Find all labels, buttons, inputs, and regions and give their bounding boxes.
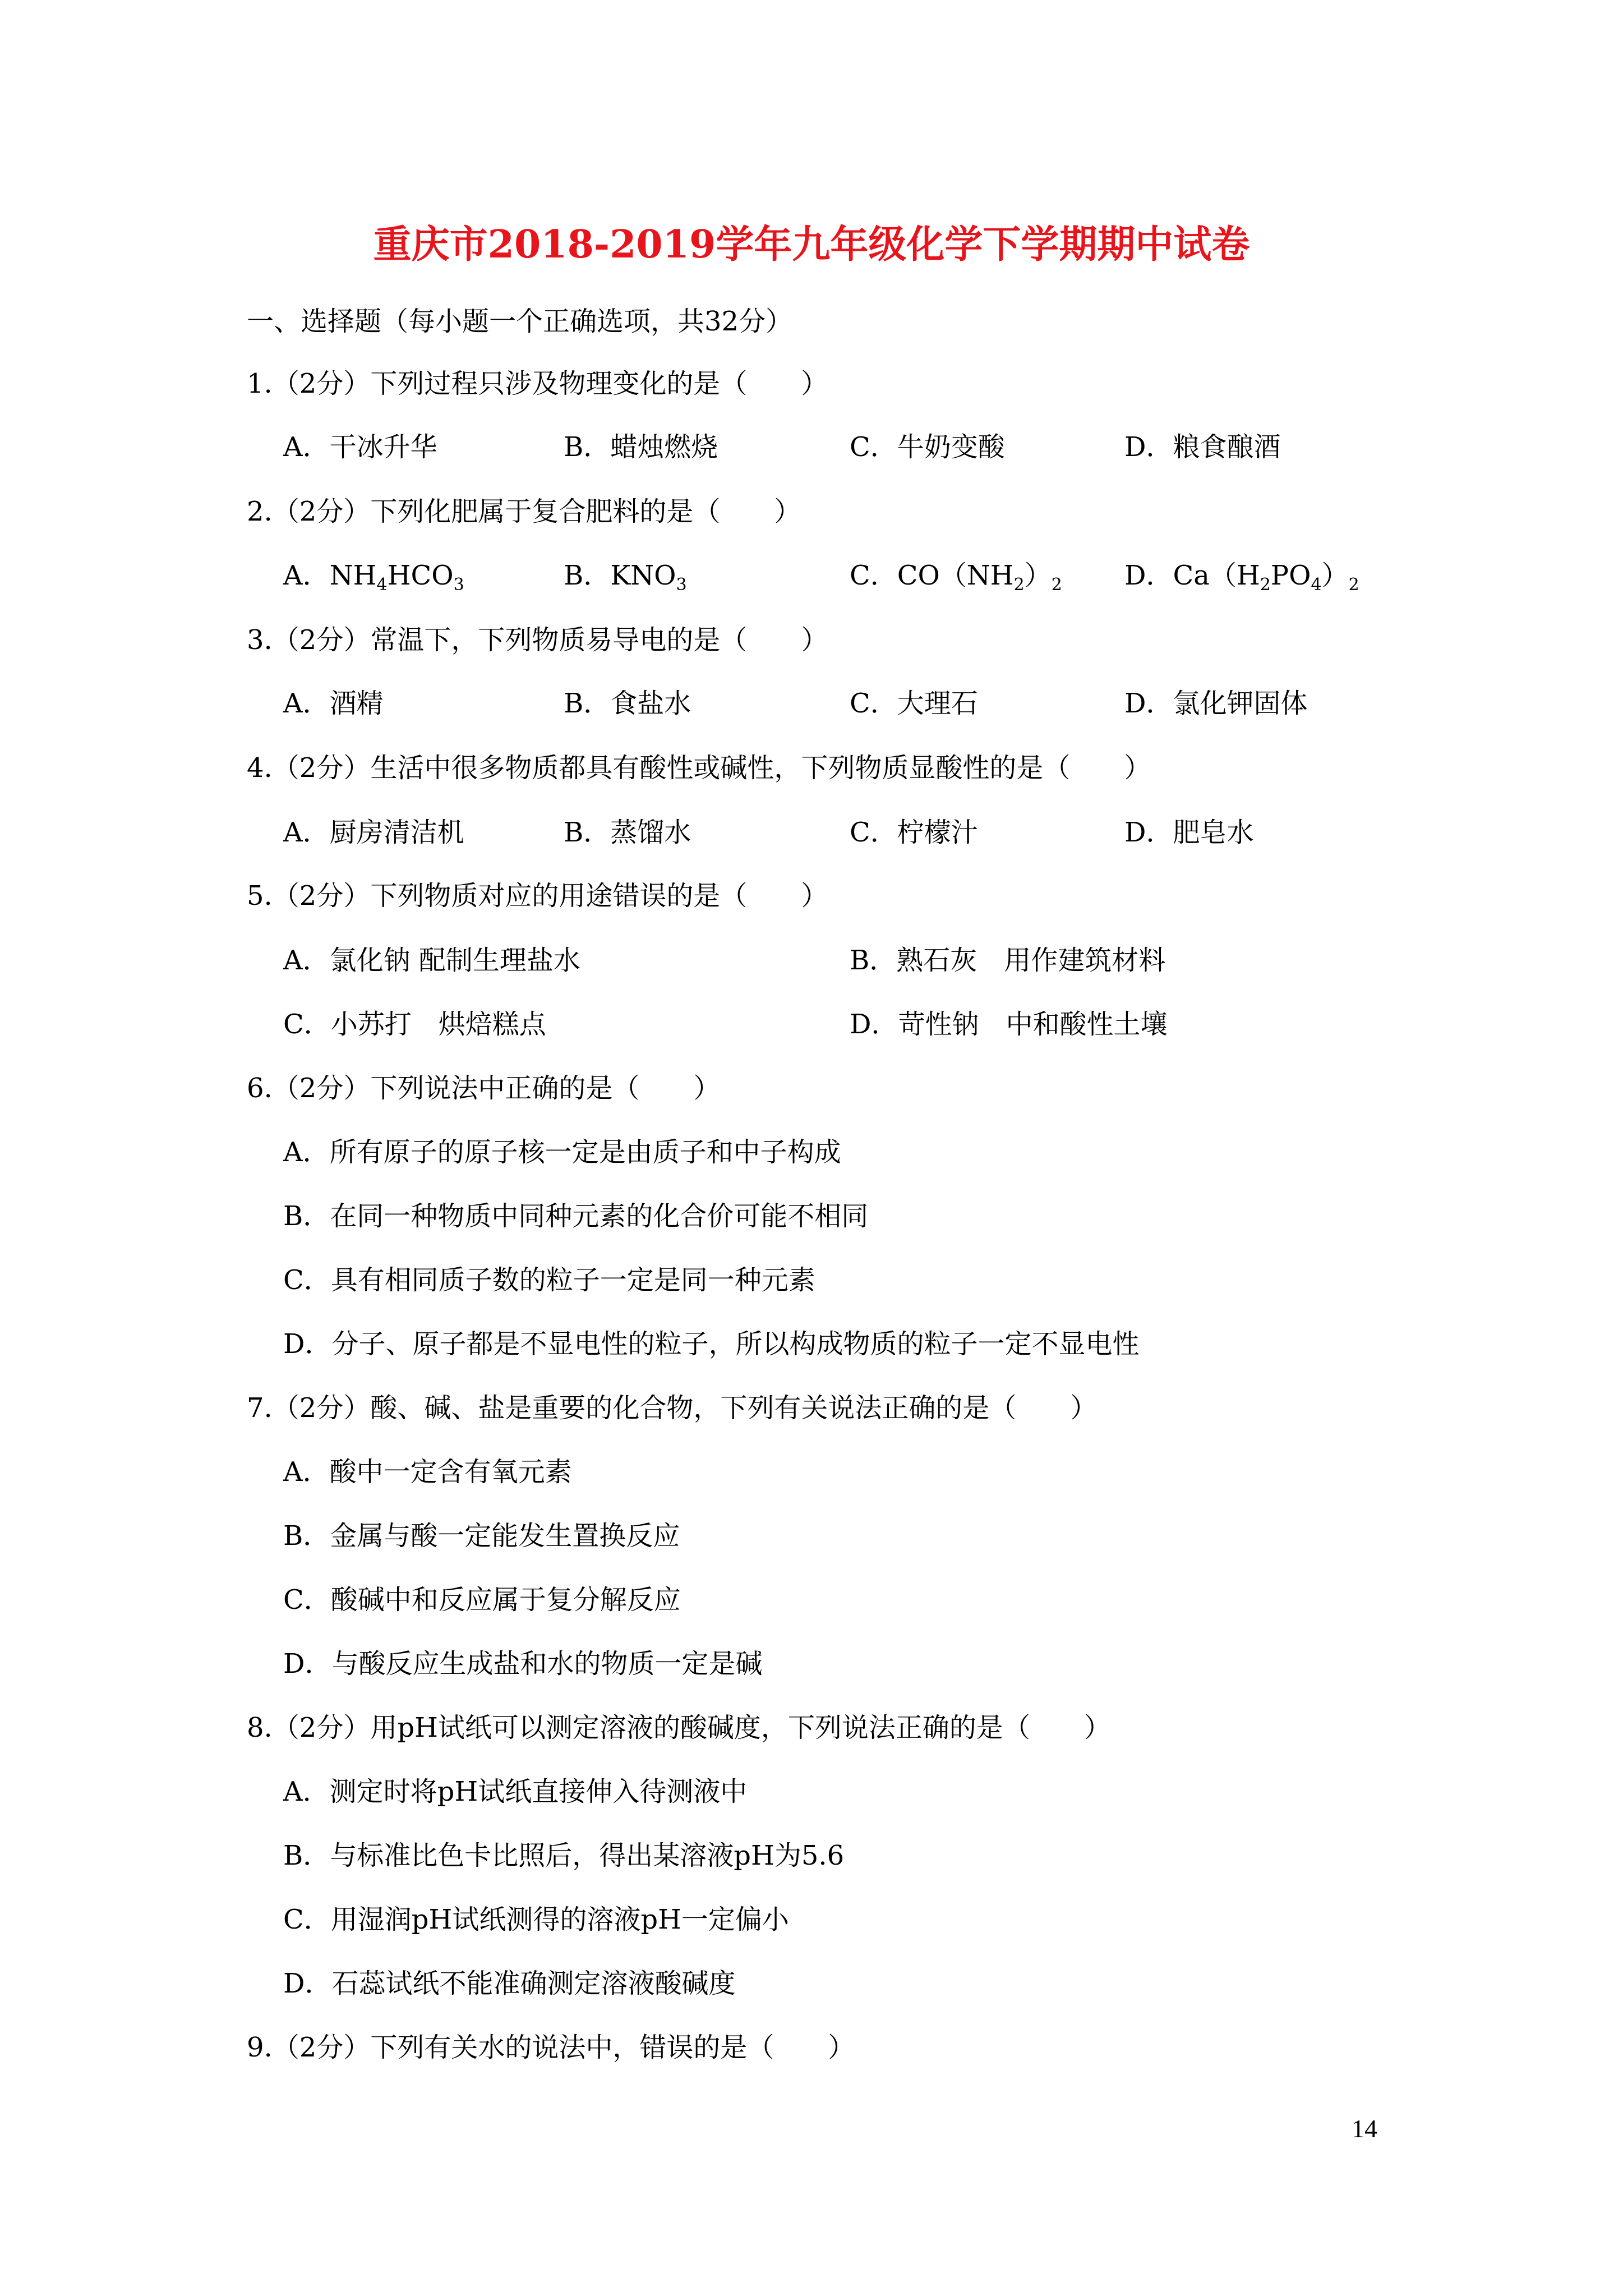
question-stem: 5.（2分）下列物质对应的用途错误的是（ ） — [247, 880, 828, 912]
option: C．$CO(NH_2)_2$ — [850, 560, 1062, 595]
option: D．苛性钠 中和酸性土壤 — [850, 1009, 1168, 1040]
option: B．金属与酸一定能发生置换反应 — [283, 1520, 680, 1552]
option: B．食盐水 — [564, 688, 691, 719]
option: D．粮食酿酒 — [1124, 431, 1281, 463]
question-stem: 4.（2分）生活中很多物质都具有酸性或碱性，下列物质显酸性的是（ ） — [247, 752, 1151, 784]
option: D．$Ca(H_2PO_4)_2$ — [1124, 560, 1359, 595]
option: D．氯化钾固体 — [1124, 688, 1308, 719]
question-stem: 1.（2分）下列过程只涉及物理变化的是（ ） — [247, 368, 828, 399]
option: C．柠檬汁 — [850, 817, 978, 848]
question-stem: 2.（2分）下列化肥属于复合肥料的是（ ） — [247, 496, 801, 527]
option: A．酒精 — [283, 688, 384, 719]
option: A．$NH_4HCO_3$ — [283, 560, 464, 595]
option: D．石蕊试纸不能准确测定溶液酸碱度 — [283, 1968, 736, 1999]
option: B．$KNO_3$ — [564, 560, 687, 595]
option: D．肥皂水 — [1124, 817, 1254, 848]
question-stem: 6.（2分）下列说法中正确的是（ ） — [247, 1073, 721, 1104]
option: A．测定时将pH试纸直接伸入待测液中 — [283, 1776, 748, 1807]
question-stem: 3.（2分）常温下，下列物质易导电的是（ ） — [247, 624, 828, 656]
question-stem: 8.（2分）用pH试纸可以测定溶液的酸碱度，下列说法正确的是（ ） — [247, 1712, 1111, 1743]
option: B．熟石灰 用作建筑材料 — [850, 945, 1166, 976]
section-heading: 一、选择题（每小题一个正确选项，共32分） — [247, 306, 793, 337]
option: C．小苏打 烘焙糕点 — [283, 1009, 546, 1040]
option: A．氯化钠 配制生理盐水 — [283, 945, 580, 976]
option: A．干冰升华 — [283, 431, 437, 463]
option: C．用湿润pH试纸测得的溶液pH一定偏小 — [283, 1904, 789, 1935]
option: C．酸碱中和反应属于复分解反应 — [283, 1584, 681, 1616]
option: B．在同一种物质中同种元素的化合价可能不相同 — [283, 1200, 869, 1232]
option: A．酸中一定含有氧元素 — [283, 1456, 572, 1488]
option: D．分子、原子都是不显电性的粒子，所以构成物质的粒子一定不显电性 — [283, 1328, 1140, 1360]
option: B．蒸馏水 — [564, 817, 691, 848]
option: C．大理石 — [850, 688, 978, 719]
option: D．与酸反应生成盐和水的物质一定是碱 — [283, 1648, 763, 1680]
option: B．与标准比色卡比照后，得出某溶液pH为5.6 — [283, 1840, 845, 1871]
option: C．牛奶变酸 — [850, 431, 1005, 463]
option: A．所有原子的原子核一定是由质子和中子构成 — [283, 1137, 841, 1168]
option: B．蜡烛燃烧 — [564, 431, 718, 463]
question-stem: 9.（2分）下列有关水的说法中，错误的是（ ） — [247, 2032, 855, 2063]
page-number: 14 — [1352, 2114, 1377, 2143]
page-title: 重庆市2018-2019学年九年级化学下学期期中试卷 — [373, 222, 1250, 267]
option: A．厨房清洁机 — [283, 817, 464, 848]
question-stem: 7.（2分）酸、碱、盐是重要的化合物，下列有关说法正确的是（ ） — [247, 1392, 1098, 1424]
option: C．具有相同质子数的粒子一定是同一种元素 — [283, 1264, 815, 1296]
